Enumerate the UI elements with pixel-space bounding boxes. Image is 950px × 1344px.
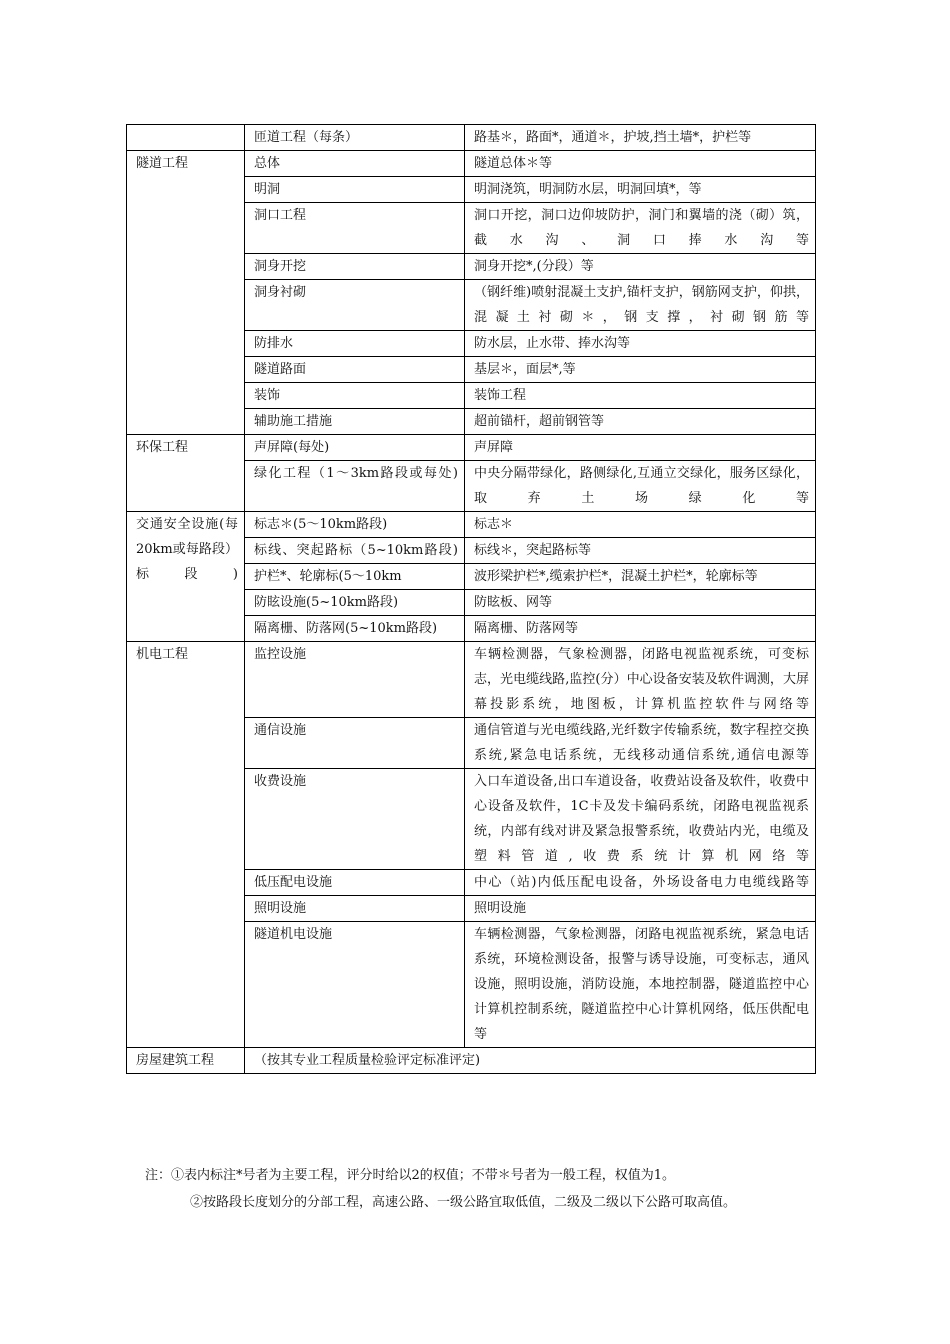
content-cell: 防眩板、网等	[465, 590, 816, 616]
table-row	[127, 1048, 816, 1074]
content-cell: 车辆检测器，气象检测器，闭路电视监视系统，可变标志，光电缆线路,监控(分）中心设备安装及软件调测，大屏幕投影系统，地图板，计算机监控软件与网络等	[465, 642, 816, 718]
content-cell: 标线＊，突起路标等	[465, 538, 816, 564]
subitem-cell: 隧道路面	[245, 357, 465, 383]
category-cell: 房屋建筑工程	[127, 1048, 245, 1074]
content-cell: 入口车道设备,出口车道设备，收费站设备及软件，收费中心设备及软件，1C卡及发卡编码系统，闭路电视监视系统，内部有线对讲及紧急报警系统，收费站内光，电缆及塑料管道,收费系统计算机网络等	[465, 769, 816, 870]
content-cell: （钢纤维)喷射混凝土支护,锚杆支护，钢筋网支护，仰拱，混凝土衬砌＊，钢支撑，衬砌钢筋等	[465, 280, 816, 331]
subitem-cell: 洞身衬砌	[245, 280, 465, 331]
category-cell: 机电工程	[127, 642, 245, 1048]
subitem-cell: 监控设施	[245, 642, 465, 718]
table-row	[127, 642, 816, 718]
category-cell: 环保工程	[127, 435, 245, 512]
subitem-cell: 标志＊(5～10km路段)	[245, 512, 465, 538]
content-cell: 通信管道与光电缆线路,光纤数字传输系统，数字程控交换系统,紧急电话系统，无线移动通信系统,通信电源等	[465, 718, 816, 769]
subitem-cell: 洞口工程	[245, 203, 465, 254]
table-row	[127, 125, 816, 151]
content-cell: 基层＊，面层*,等	[465, 357, 816, 383]
content-cell: 隧道总体＊等	[465, 151, 816, 177]
subitem-cell: 总体	[245, 151, 465, 177]
subitem-cell: 隧道机电设施	[245, 922, 465, 1048]
subitem-cell: 护栏*、轮廓标(5～10km	[245, 564, 465, 590]
subitem-cell: 明洞	[245, 177, 465, 203]
subitem-cell: 防眩设施(5~10km路段)	[245, 590, 465, 616]
content-cell: 波形梁护栏*,缆索护栏*，混凝土护栏*，轮廓标等	[465, 564, 816, 590]
content-cell: 标志＊	[465, 512, 816, 538]
content-cell: 路基＊，路面*，通道＊，护坡,挡土墙*，护栏等	[465, 125, 816, 151]
subitem-cell: 装饰	[245, 383, 465, 409]
content-cell: 中心（站)内低压配电设备，外场设备电力电缆线路等	[465, 870, 816, 896]
table-row	[127, 435, 816, 461]
table-row	[127, 512, 816, 538]
category-cell	[127, 125, 245, 151]
subitem-cell: 防排水	[245, 331, 465, 357]
content-cell: 照明设施	[465, 896, 816, 922]
category-cell: 交通安全设施(每20km或每路段） 标段)	[127, 512, 245, 642]
category-cell: 隧道工程	[127, 151, 245, 435]
engineering-division-table	[126, 124, 816, 1074]
subitem-cell: 洞身开挖	[245, 254, 465, 280]
content-cell: 洞身开挖*,(分段）等	[465, 254, 816, 280]
subitem-cell: 标线、突起路标（5~10km路段)	[245, 538, 465, 564]
subitem-cell: 绿化工程（1～3km路段或每处)	[245, 461, 465, 512]
content-cell: 声屏障	[465, 435, 816, 461]
subitem-cell: 收费设施	[245, 769, 465, 870]
subitem-cell: 低压配电设施	[245, 870, 465, 896]
footnote-1: 注：①表内标注*号者为主要工程，评分时给以2的权值；不带＊号者为一般工程，权值为1。	[145, 1168, 676, 1183]
table-row	[127, 151, 816, 177]
content-cell: 防水层，止水带、捧水沟等	[465, 331, 816, 357]
content-cell: 中央分隔带绿化，路侧绿化,互通立交绿化，服务区绿化，取弃土场绿化等	[465, 461, 816, 512]
subitem-cell: 照明设施	[245, 896, 465, 922]
content-cell: 明洞浇筑，明洞防水层，明洞回填*，等	[465, 177, 816, 203]
subitem-cell: 辅助施工措施	[245, 409, 465, 435]
footnote-2: ②按路段长度划分的分部工程，高速公路、一级公路宜取低值，二级及二级以下公路可取高值。	[190, 1195, 737, 1210]
content-cell: 超前锚杆，超前钢管等	[465, 409, 816, 435]
subitem-cell: 通信设施	[245, 718, 465, 769]
content-cell: 车辆检测器，气象检测器，闭路电视监视系统，紧急电话系统，环境检测设备，报警与诱导设施，可变标志，通风设施，照明设施，消防设施，本地控制器，隧道监控中心计算机控制系统，隧道监控中心计算机网络，低压供配电等	[465, 922, 816, 1048]
subitem-cell: 隔离栅、防落网(5~10km路段)	[245, 616, 465, 642]
content-cell: 隔离栅、防落网等	[465, 616, 816, 642]
merged-cell: （按其专业工程质量检验评定标准评定)	[245, 1048, 816, 1074]
subitem-cell: 匝道工程（每条）	[245, 125, 465, 151]
subitem-cell: 声屏障(每处)	[245, 435, 465, 461]
content-cell: 洞口开挖，洞口边仰坡防护，洞门和翼墙的浇（砌）筑，截水沟、洞口捧水沟等	[465, 203, 816, 254]
content-cell: 装饰工程	[465, 383, 816, 409]
